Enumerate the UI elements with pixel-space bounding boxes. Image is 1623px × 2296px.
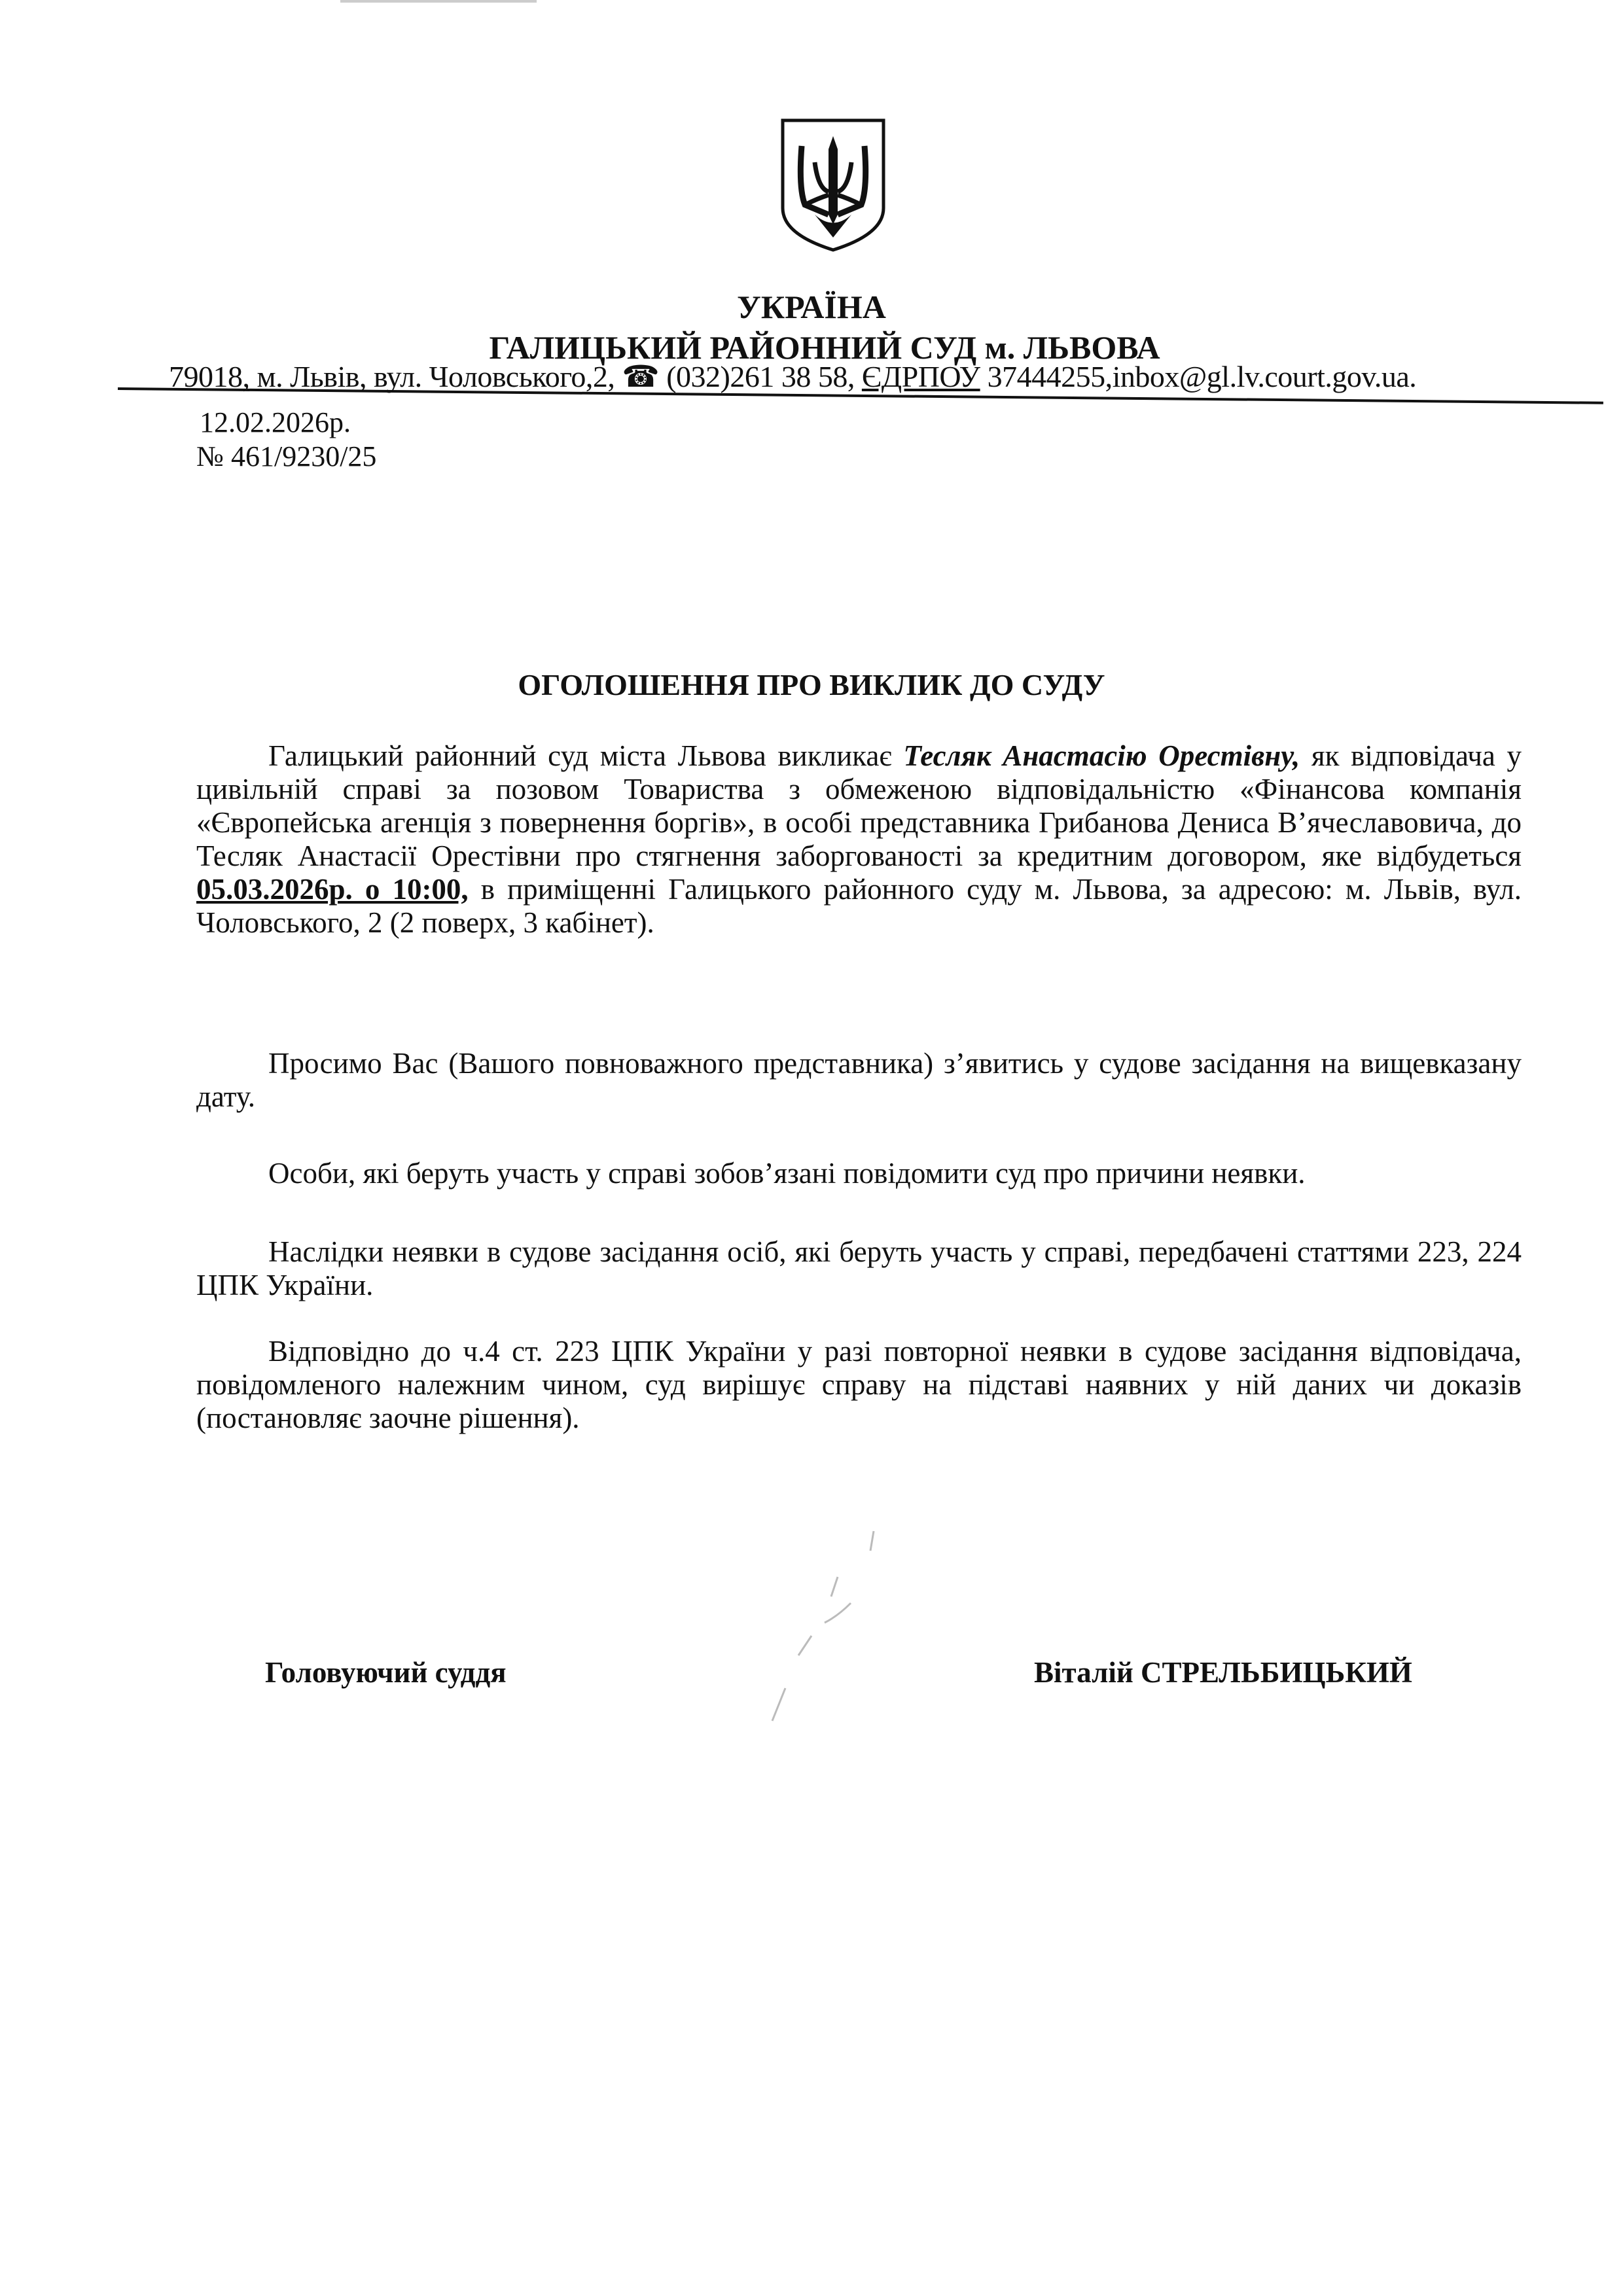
document-heading: ОГОЛОШЕННЯ ПРО ВИКЛИК ДО СУДУ — [518, 668, 1105, 701]
judge-name: Віталій СТРЕЛЬБИЦЬКИЙ — [1034, 1656, 1412, 1689]
paragraph-request: Просимо Вас (Вашого повноважного представника) з’явитись у судове засідання на вищевказану дату. — [196, 1047, 1522, 1113]
document-date: 12.02.2026р. — [200, 406, 351, 438]
country-title: УКРАЇНА — [737, 289, 886, 325]
coat-of-arms-icon — [779, 116, 887, 254]
court-name: ГАЛИЦЬКИЙ РАЙОННИЙ СУД м. ЛЬВОВА — [489, 329, 1160, 366]
signature-role: Головуючий суддя — [265, 1656, 507, 1689]
text: Галицький районний суд міста Львова викликає — [268, 739, 904, 772]
edrpou-email: 37444255,inbox@gl.lv.court.gov.ua. — [980, 360, 1417, 393]
hearing-datetime: 05.03.2026р. о 10:00, — [196, 873, 469, 906]
paragraph-summons — [196, 739, 1522, 940]
text: в приміщенні Галицького районного суду м. Львова, за адресою: м. Львів, вул. Чоловського, 2 (2 поверх, 3 кабінет). — [196, 873, 1522, 939]
court-address: 79018, м. Львів, вул. Чоловського,2, — [169, 360, 622, 393]
paragraph-obligation: Особи, які беруть участь у справі зобов’язані повідомити суд про причини неявки. — [268, 1157, 1306, 1190]
phone-icon: ☎ — [622, 360, 660, 393]
court-phone: (032)261 38 58, — [666, 360, 862, 393]
signature-mark — [746, 1525, 910, 1734]
scan-artifact — [340, 0, 537, 3]
case-number: № 461/9230/25 — [196, 440, 377, 472]
defendant-name: Тесляк Анастасію Орестівну, — [903, 739, 1300, 772]
court-contacts — [169, 359, 1416, 394]
paragraph-consequences: Наслідки неявки в судове засідання осіб, які беруть участь у справі, передбачені статтями 223, 224 ЦПК України. — [196, 1235, 1522, 1301]
paragraph-default-judgment: Відповідно до ч.4 ст. 223 ЦПК України у разі повторної неявки в судове засідання відповідача, повідомленого належним чином, суд вирішує справу на підставі наявних у ній даних чи доказів (постановляє заочне рішення). — [196, 1335, 1522, 1434]
text: як відповідача у цивільній справі за позовом Товариства з обмеженою відповідальністю «Фінансова компанія «Європейська агенція з повернення боргів», в особі представника Грибанова Дениса В’ячеславовича, до Тесляк Анастасії Орестівни про стягнення заборгованості за кредитним договором, яке відбудеться — [196, 739, 1522, 872]
edrpou-label: ЄДРПОУ — [861, 360, 980, 393]
